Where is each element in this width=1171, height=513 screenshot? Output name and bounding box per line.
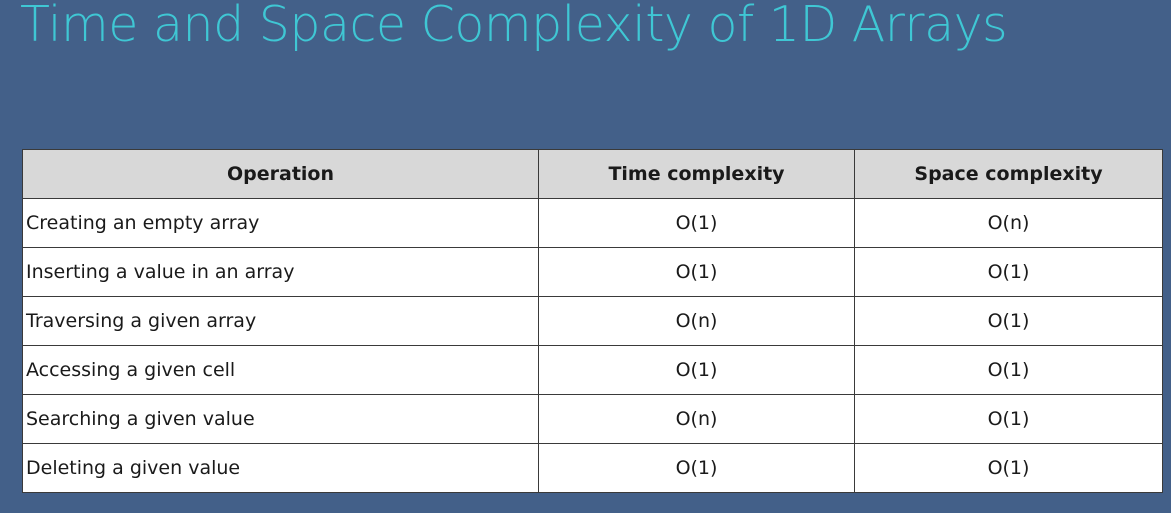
- operation-cell: Creating an empty array: [23, 199, 539, 248]
- time-cell: O(n): [539, 297, 855, 346]
- time-cell: O(1): [539, 199, 855, 248]
- table-row: [23, 444, 1163, 493]
- time-cell: O(n): [539, 395, 855, 444]
- operation-cell: Deleting a given value: [23, 444, 539, 493]
- space-cell: O(1): [855, 444, 1163, 493]
- time-cell: O(1): [539, 444, 855, 493]
- time-cell: O(1): [539, 248, 855, 297]
- space-cell: O(n): [855, 199, 1163, 248]
- table-row: [23, 297, 1163, 346]
- space-cell: O(1): [855, 346, 1163, 395]
- space-cell: O(1): [855, 248, 1163, 297]
- table-header-row: [23, 150, 1163, 199]
- time-cell: O(1): [539, 346, 855, 395]
- operation-cell: Searching a given value: [23, 395, 539, 444]
- operation-cell: Accessing a given cell: [23, 346, 539, 395]
- table-row: [23, 395, 1163, 444]
- complexity-table: [22, 149, 1163, 493]
- slide-title: Time and Space Complexity of 1D Arrays: [20, 0, 1008, 53]
- table-row: [23, 248, 1163, 297]
- table-row: [23, 346, 1163, 395]
- operation-cell: Inserting a value in an array: [23, 248, 539, 297]
- space-cell: O(1): [855, 395, 1163, 444]
- table-row: [23, 199, 1163, 248]
- space-cell: O(1): [855, 297, 1163, 346]
- operation-cell: Traversing a given array: [23, 297, 539, 346]
- header-operation: Operation: [23, 150, 539, 199]
- header-time-complexity: Time complexity: [539, 150, 855, 199]
- header-space-complexity: Space complexity: [855, 150, 1163, 199]
